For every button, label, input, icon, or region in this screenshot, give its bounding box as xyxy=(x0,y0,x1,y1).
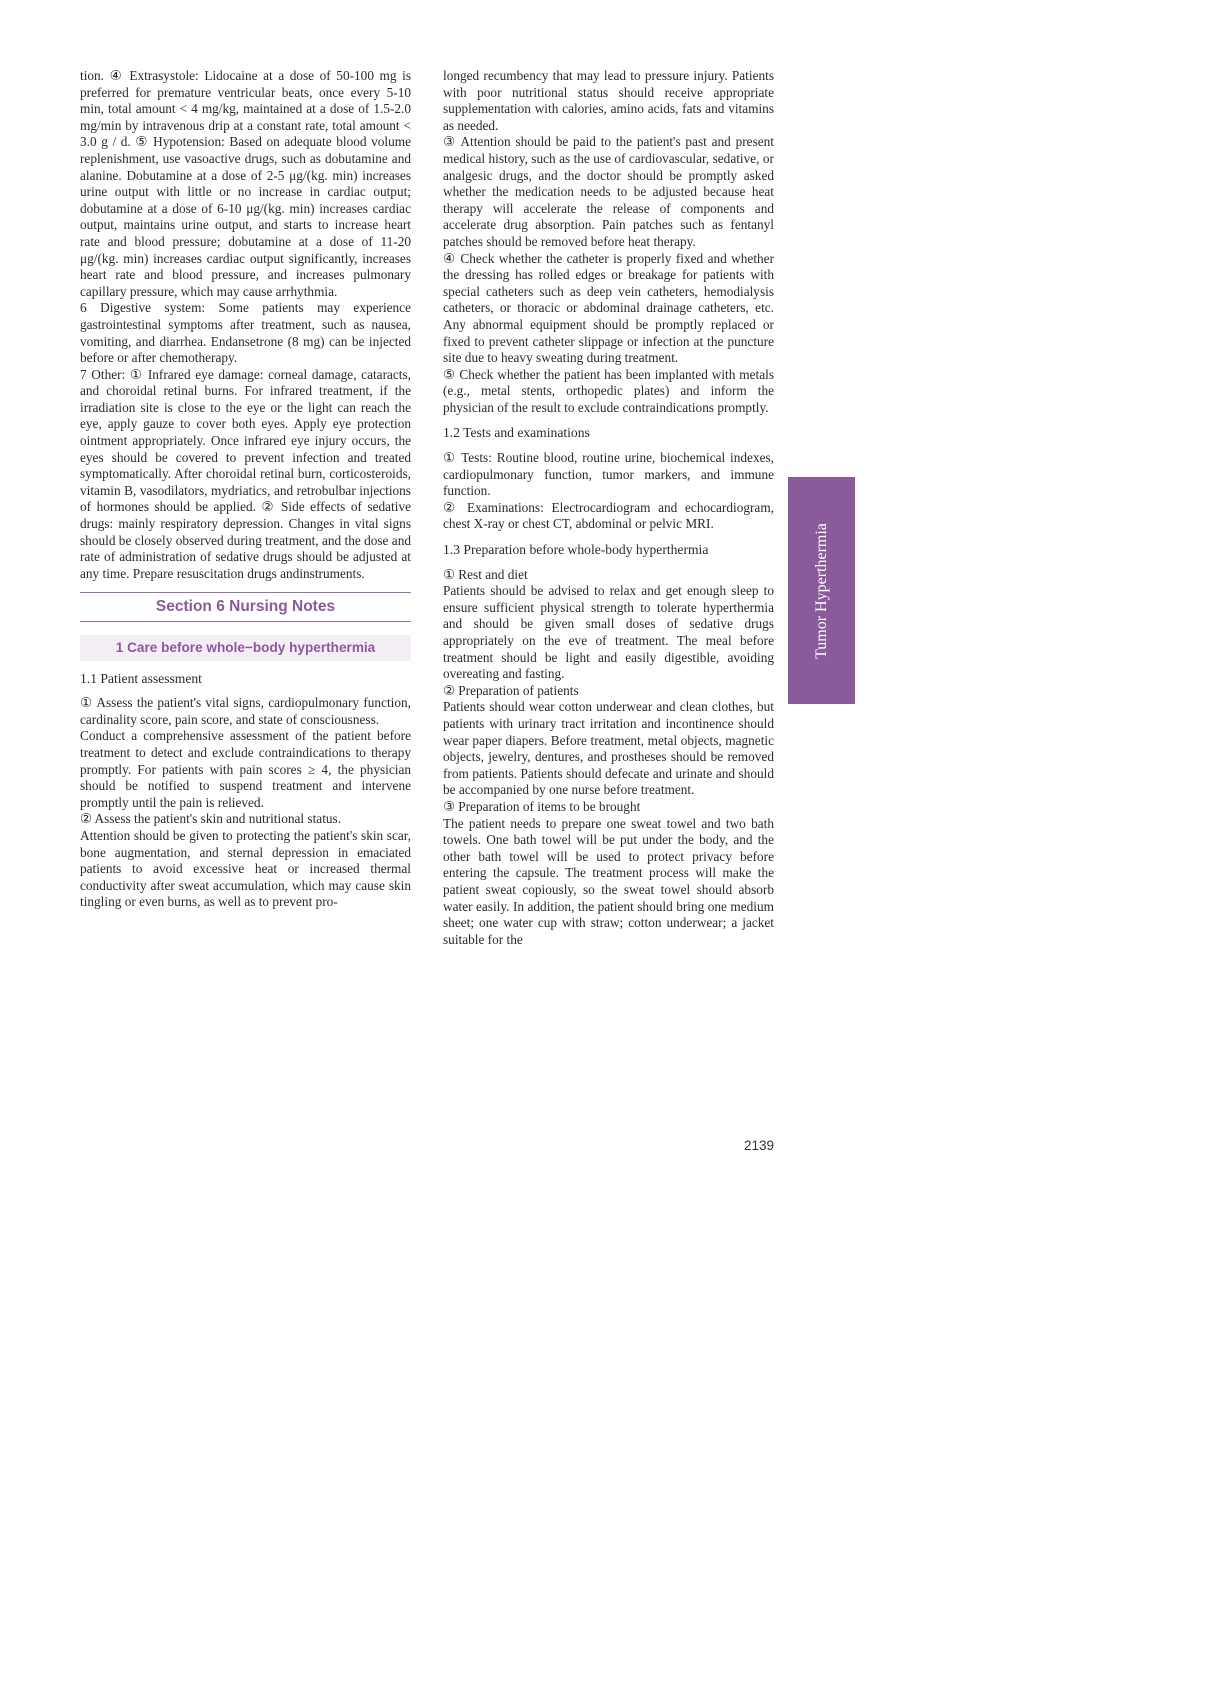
paragraph: ② Assess the patient's skin and nutritional status. xyxy=(80,811,342,827)
left-column xyxy=(80,68,411,911)
subheading: 1.1 Patient assessment xyxy=(80,670,202,686)
paragraph: ① Rest and diet xyxy=(443,566,528,582)
paragraph: Attention should be given to protecting the patient's skin scar, bone augmentation, and sternal depression in emaciated patients to avoid excessive heat or increased thermal conductivity after sweat accumulation, which may cause skin tingling or even burns, as well as to prevent pro- xyxy=(80,827,411,910)
paragraph: Patients should wear cotton underwear and clean clothes, but patients with urinary tract irritation and incontinence should wear paper diapers. Before treatment, metal objects, magnetic objects, jewelry, dentures, and prostheses should be removed from patients. Patients should defecate and urinate and should be accompanied by one nurse before treatment. xyxy=(443,699,774,798)
paragraph: ① Assess the patient's vital signs, cardiopulmonary function, cardinality score, pain score, and state of consciousness. xyxy=(80,695,411,727)
page-number: 2139 xyxy=(743,1138,774,1153)
paragraph: ⑤ Check whether the patient has been implanted with metals (e.g., metal stents, orthopedic plates) and inform the physician of the result to exclude contraindications promptly. xyxy=(443,366,774,415)
paragraph: 6 Digestive system: Some patients may experience gastrointestinal symptoms after treatment, such as nausea, vomiting, and diarrhea. Endansetrone (8 mg) can be injected before or after chemotherapy. xyxy=(80,300,411,366)
paragraph: ③ Preparation of items to be brought xyxy=(443,798,641,814)
paragraph: ③ Attention should be paid to the patient's past and present medical history, such as the use of cardiovascular, sedative, or analgesic drugs, and the doctor should be promptly asked whether the medication needs to be adjusted because heat therapy will accelerate the release of components and accelerate drug absorption. Pain patches such as fentanyl patches should be removed before heat therapy. xyxy=(443,134,774,249)
subheading: 1.3 Preparation before whole-body hyperthermia xyxy=(443,542,709,558)
subheading: 1.2 Tests and examinations xyxy=(443,425,590,441)
chapter-side-tab xyxy=(788,477,855,704)
section-title: Section 6 Nursing Notes xyxy=(80,592,411,622)
paragraph: ② Preparation of patients xyxy=(443,682,579,698)
subsection-title: 1 Care before whole−body hyperthermia xyxy=(80,635,411,661)
paragraph: ④ Check whether the catheter is properly fixed and whether the dressing has rolled edges or breakage for patients with special catheters such as deep vein catheters, hemodialysis catheters, or thoracic or abdominal drainage catheters, etc. Any abnormal equipment should be promptly replaced or fixed to prevent catheter slippage or infection at the puncture site due to heavy sweating during treatment. xyxy=(443,250,774,366)
chapter-side-tab-label: Tumor Hyperthermia xyxy=(812,522,830,659)
paragraph: 7 Other: ① Infrared eye damage: corneal damage, cataracts, and choroidal retinal burns. For infrared treatment, if the irradiation site is close to the eye or the light can reach the eye, apply gauze to cover both eyes. Apply eye protection ointment appropriately. Once infrared eye injury occurs, the eyes should be covered to prevent infection and treated symptomatically. After choroidal retinal burn, corticosteroids, vitamin B, vasodilators, mydriatics, and retrobulbar injections of hormones should be applied. ② Side effects of sedative drugs: mainly respiratory depression. Changes in vital signs should be closely observed during treatment, and the dose and rate of administration of sedative drugs should be adjusted at any time. Prepare resuscitation drugs andinstruments. xyxy=(80,366,411,581)
paragraph: The patient needs to prepare one sweat towel and two bath towels. One bath towel will be put under the body, and the other bath towel will be used to protect privacy before entering the capsule. The treatment process will make the patient sweat copiously, so the sweat towel should absorb water easily. In addition, the patient should bring one medium sheet; one water cup with straw; cotton underwear; a jacket suitable for the xyxy=(443,815,774,947)
paragraph: longed recumbency that may lead to pressure injury. Patients with poor nutritional status should receive appropriate supplementation with calories, amino acids, fats and vitamins as needed. xyxy=(443,68,774,133)
paragraph: ② Examinations: Electrocardiogram and echocardiogram, chest X-ray or chest CT, abdominal or pelvic MRI. xyxy=(443,499,774,532)
right-column xyxy=(443,68,774,948)
paragraph: Conduct a comprehensive assessment of the patient before treatment to detect and exclude contraindications to therapy promptly. For patients with pain scores ≥ 4, the physician should be notified to suspend treatment and intervene promptly until the pain is relieved. xyxy=(80,728,411,810)
paragraph: Patients should be advised to relax and get enough sleep to ensure sufficient physical strength to tolerate hyperthermia and should be given small doses of sedative drugs appropriately on the eve of treatment. The meal before treatment should be light and easily digestible, avoiding overeating and fasting. xyxy=(443,583,774,682)
paragraph: tion. ④ Extrasystole: Lidocaine at a dose of 50-100 mg is preferred for premature ventricular beats, once every 5-10 min, total amount < 4 mg/kg, maintained at a dose of 1.5-2.0 mg/min by intravenous drip at a constant rate, total amount < 3.0 g / d. ⑤ Hypotension: Based on adequate blood volume replenishment, use vasoactive drugs, such as dobutamine and alanine. Dobutamine at a dose of 2-5 μg/(kg. min) increases urine output with little or no increase in cardiac output; dobutamine at a dose of 6-10 μg/(kg. min) increases cardiac output, maintains urine output, and starts to increase heart rate and blood pressure; dobutamine at a dose of 11-20 μg/(kg. min) increases cardiac output significantly, increases heart rate and blood pressure, and increases pulmonary capillary pressure, which may cause arrhythmia. xyxy=(80,68,411,299)
paragraph: ① Tests: Routine blood, routine urine, biochemical indexes, cardiopulmonary function, tumor markers, and immune function. xyxy=(443,450,774,499)
